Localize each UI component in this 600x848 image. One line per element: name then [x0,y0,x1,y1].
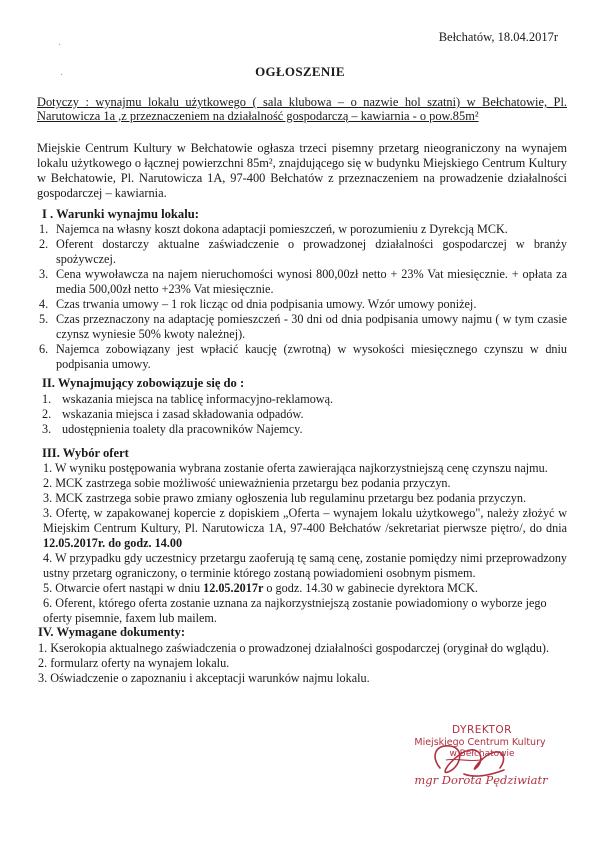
section-2-heading: II. Wynajmujący zobowiązuje się do : [42,376,245,390]
list-item [42,407,562,422]
list-item [39,222,567,237]
item-text: W wyniku postępowania wybrana zostanie oferta zawierająca najkorzystniejszą cenę czynszu najmu. [54,461,548,475]
stamp-city: w Bełchatowie [449,749,515,759]
document-date: Bełchatów, 18.04.2017r [438,30,558,44]
item-text: wskazania miejsca i zasad składowania odpadów. [62,407,304,421]
item-number: 5. [43,581,53,595]
item-number: 5. [39,312,49,326]
list-item [43,596,567,626]
item-text: formularz oferty na wynajem lokalu. [50,656,230,670]
scan-speck: · [58,40,62,51]
item-text: W przypadku gdy uczestnicy przetargu zaoferują tę samą cenę, zostanie pomiędzy nimi przeprowadzony ustny przetarg ograniczony, o terminie którego zostaną powiadomieni osobnym pismem. [43,551,568,580]
opening-date-bold: 12.05.2017r [203,581,264,595]
list-item [43,581,567,596]
item-text: Oferent dostarczy aktualne zaświadczenie o prowadzonej działalności gospodarczej w branży spożywczej. [56,237,567,266]
signature-name: mgr Dorota Pędziwiatr [414,773,548,787]
list-item [38,671,566,686]
list-item [38,641,566,656]
item-text: MCK zastrzega sobie prawo zmiany ogłoszenia lub regulaminu przetargu bez podania przyczyn. [55,491,527,505]
list-item [39,267,567,297]
item-number: 3. [42,422,52,436]
item-number: 1. [39,222,49,236]
item-text: Cena wywoławcza na najem nieruchomości wynosi 800,00zł netto + 23% Vat miesięcznie. + opłata za media 500,00zł netto +23% Vat miesięcznie. [56,267,567,296]
document-title: OGŁOSZENIE [255,64,345,79]
item-text: Oferent, którego oferta zostanie uznana za najkorzystniejszą zostanie powiadomiony o wyborze jego oferty pisemnie, faxem lub mailem. [43,596,547,625]
item-text: Oświadczenie o zapoznaniu i akceptacji warunków najmu lokalu. [50,671,370,685]
item-text: Czas trwania umowy – 1 rok licząc od dnia podpisania umowy. Wzór umowy poniżej. [56,297,477,311]
list-item [39,237,567,267]
stamp-institution: Miejskiego Centrum Kultury [414,737,546,748]
list-item [43,491,567,506]
item-number: 1. [43,461,53,475]
item-number: 3. [38,671,48,685]
deadline-bold: 12.05.2017r. do godz. 14.00 [43,536,183,550]
list-item [39,312,567,342]
section-1-heading: I . Warunki wynajmu lokalu: [42,207,199,221]
item-text: Najemca na własny koszt dokona adaptacji pomieszczeń, w porozumieniu z Dyrekcją MCK. [56,222,508,236]
item-text: udostępnienia toalety dla pracowników Najemcy. [62,422,303,436]
list-item [38,656,566,671]
signature-scribble-icon [426,738,512,786]
list-item [39,297,567,312]
subject-line: Dotyczy : wynajmu lokalu użytkowego ( sala klubowa – o nazwie hol szatni) w Bełchatowie, Pl. Narutowicza 1a ,z przeznaczeniem na działalność gospodarczą – kawiarnia - o pow.85m² [37,95,567,123]
item-text: Otwarcie ofert nastąpi w dniu [55,581,204,595]
item-text: MCK zastrzega sobie możliwość unieważnienia przetargu bez podania przyczyn. [55,476,451,490]
scan-speck: · [60,70,64,81]
item-number: 1. [42,392,52,406]
item-number: 2. [43,476,53,490]
item-text: Kserokopia aktualnego zaświadczenia o prowadzonej działalności gospodarczej (oryginał do wglądu). [50,641,550,655]
item-text: Najemca zobowiązany jest wpłacić kaucję (zwrotną) w wysokości miesięcznego czynszu w dniu podpisania umowy. [56,342,567,371]
list-item [42,392,562,407]
intro-paragraph: Miejskie Centrum Kultury w Bełchatowie ogłasza trzeci pisemny przetarg nieograniczony na wynajem lokalu użytkowego o łącznej powierzchni 85m², znajdującego się w budynku Miejskiego Centrum Kultury w Bełchatowie, Pl. Narutowicza 1A, 97-400 Bełchatów z przeznaczeniem na prowadzenie działalności gospodarczej – kawiarnia. [37,141,567,200]
item-number: 6. [39,342,49,356]
list-item [39,342,567,372]
item-number: 2. [42,407,52,421]
item-text: Ofertę, w zapakowanej kopercie z dopiskiem „Oferta – wynajem lokalu użytkowego", należy złożyć w Miejskim Centrum Kultury, Pl. Narutowicza 1A, 97-400 Bełchatów /sekretariat pierwsze piętro/, do dnia [43,506,568,535]
item-text: wskazania miejsca na tablicę informacyjno-reklamową. [62,392,334,406]
item-number: 6. [43,596,53,610]
item-number: 3. [39,267,49,281]
item-number: 3. [43,491,53,505]
item-number: 3. [43,506,53,520]
item-text: o godz. 14.30 w gabinecie dyrektora MCK. [263,581,478,595]
item-number: 2. [39,237,49,251]
item-number: 2. [38,656,48,670]
list-item [42,422,562,437]
list-item [43,551,567,581]
item-number: 1. [38,641,48,655]
item-number: 4. [43,551,53,565]
section-3-heading: III. Wybór ofert [42,446,129,460]
list-item [43,461,567,476]
item-number: 4. [39,297,49,311]
section-4-heading: IV. Wymagane dokumenty: [38,625,186,639]
list-item [43,506,567,551]
stamp-title: DYREKTOR [452,724,512,736]
list-item [43,476,567,491]
item-text: Czas przeznaczony na adaptację pomieszczeń - 30 dni od dnia podpisania umowy najmu ( w tym czasie czynsz wyniesie 50% kwoty należnej). [56,312,567,341]
